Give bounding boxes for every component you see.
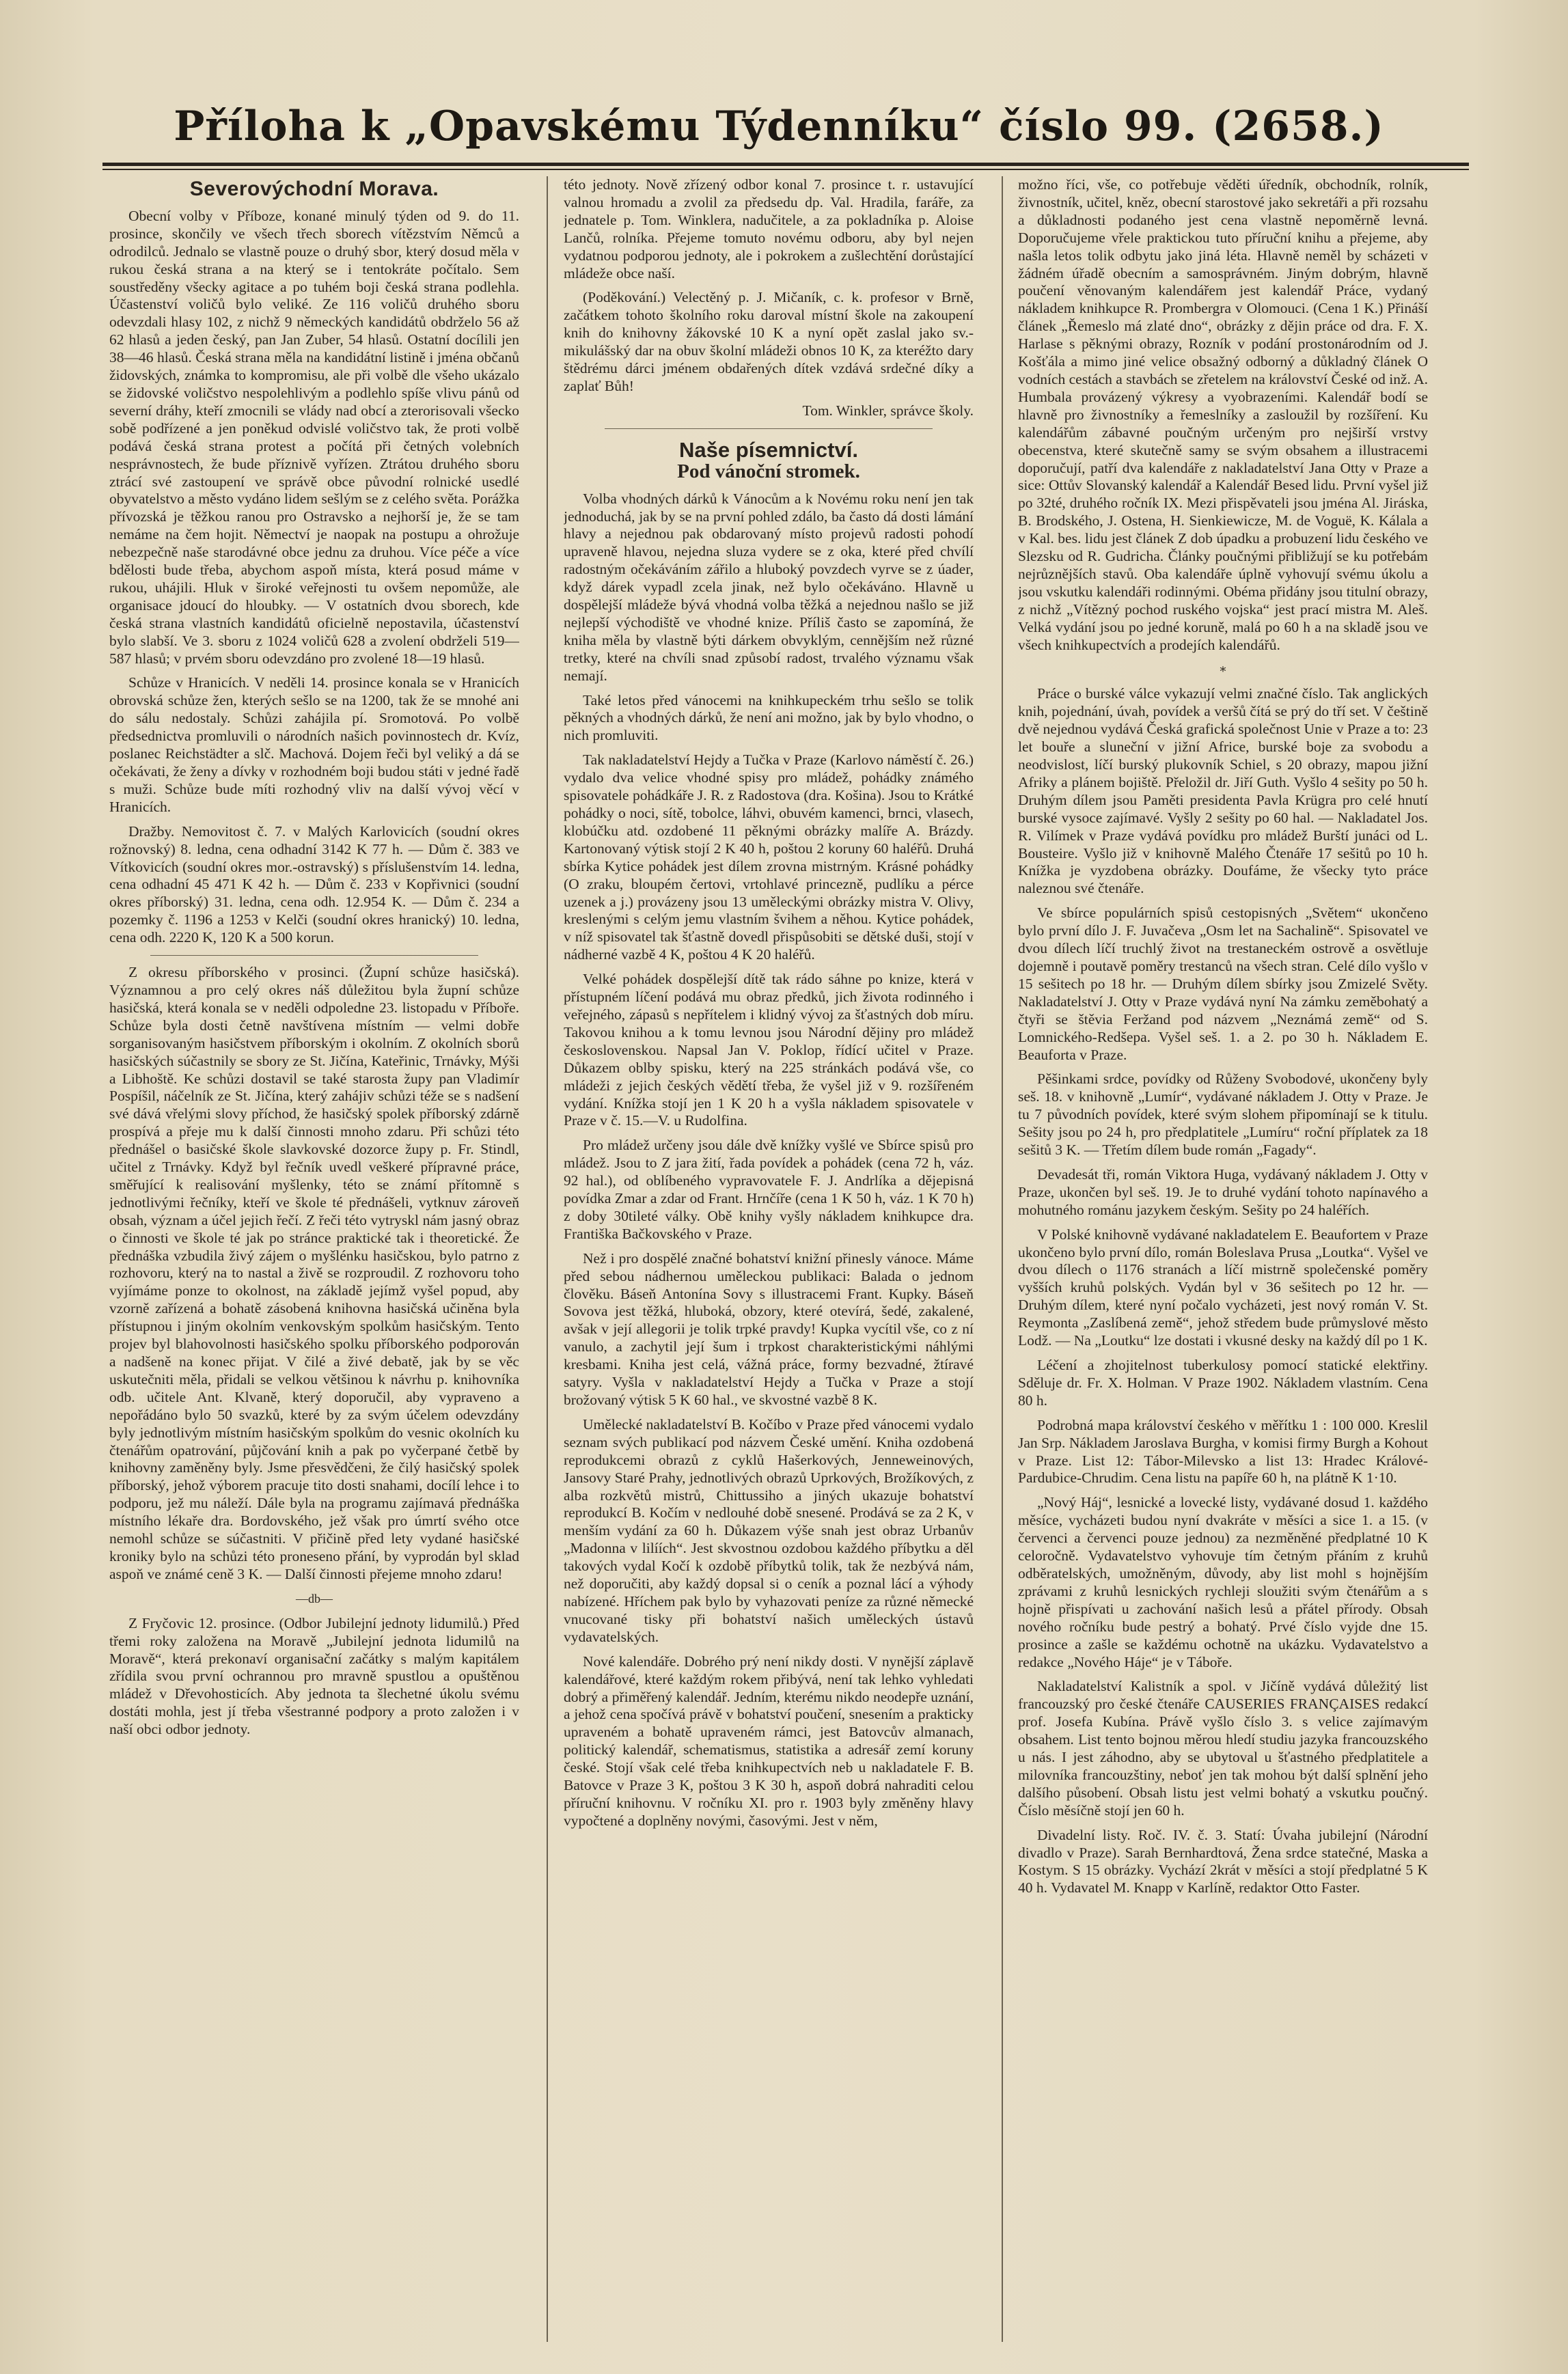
article-paragraph: Devadesát tři, román Viktora Huga, vydávaný nákladem J. Otty v Praze, ukončen byl seš. 19. Je to druhé vydání tohoto napínavého a mohutného románu jazykem českým. Sešity po 24 haléřích. [1018,1165,1428,1218]
article-paragraph: možno říci, vše, co potřebuje věděti úředník, obchodník, rolník, živnostník, učitel, kněz, obecní starostové jako sekretáři a při rozsahu a důkladnosti podaného jest cena vlastně nepoměrně levná. Doporučujeme vřele praktickou tuto příruční knihu a přejeme, aby našla letos tolik odbytu jako jiná léta. Hlavně neměl by scházeti v žádném úřadě obecním a samosprávném. Jiným dobrým, hlavně poučení věnovaným kalendářem jest kalendář Práce, vydaný nákladem knihkupce R. Prombergra v Olomouci. (Cena 1 K.) Přináší článek „Řemeslo má zlaté dno“, obrázky z dějin práce od dra. F. X. Harlase s pěknými obrazy, Rozník v podání prostonárodním od J. Košťála a mimo jiné velice obsažný odborný a důkladný článek O vodních cestách a stavbách se zřetelem na království České od inž. A. Humbala provázený výkresy a vyobrazeními. Kalendář bodí se hlavně pro živnostníky a řemeslníky a zasloužil by rozšíření. Ku kalendářům zábavné poučným určeným pro nejširší vrstvy obecenstva, které skutečně samy se svým obsahem a illustracemi doporučují, patří dva kalendáře z nakladatelství Jana Otty v Praze a sice: Ottův Slovanský kalendář a Kalendář Besed lidu. První vyšel již po 32té, druhého ročník IX. Mezi přispěvateli jsou jména Al. Jiráska, B. Brodského, J. Ostena, H. Sienkiewicze, M. de Voguë, K. Kálala a v Kal. bes. lidu jest článek Z dob úpadku a probuzení lidu českého ve Slezsku od R. Gudricha. Články poučnými přibližují se ku potřebám nejrůznějších stavů. Oba kalendáře úplně vyhovují svému úkolu a jsou vskutku kalendáři rodinnými. Obéma přidány jsou titulní obrazy, z nichž „Vítězný pochod ruského vojska“ jest prací mistra M. Aleš. Velká vydání jsou po jedné koruně, malá po 60 h a na skladě jsou ve všech knihkupectvích a prodejích kalendářů. [1018,176,1428,653]
article-paragraph: Práce o burské válce vykazují velmi značné číslo. Tak anglických knih, pojednání, úvah, povídek a veršů čítá se prý do tří set. V češtině dvě nejednou vydává Česká grafická společnost Unie v Praze a to: 23 let bouře a sluneční v jižní Africe, burské boje za svobodu a neodvislost, líčí burský plukovník Schiel, s 20 obrazy, mapou jižní Afriky a plánem bojiště. Přeložil dr. Jiří Guth. Vyšlo 4 sešity po 50 h. Druhým dílem jsou Paměti presidenta Pavla Krügra pro celé hnutí burské vysoce zajímavé. Vyšly 2 sešity po 60 hal. — Nakladatel Jos. R. Vilímek v Praze vydává povídku pro mládež Burští junáci od L. Bousteire. Vyšlo již v knihovně Malého Čtenáře 17 sešitů po 10 h. Knížka je vyzdobena obrázky. Doufáme, že všecky tyto práce naleznou své čtenáře. [1018,685,1428,897]
section-heading: Naše písemnictví. [679,437,858,462]
article-paragraph: Z Fryčovic 12. prosince. (Odbor Jubilejní jednoty lidumilů.) Před třemi roky založena na Moravě „Jubilejní jednota lidumilů na Moravě“, která prekonaví organisační začátky s malým kapitálem zřídila svou první ochrannou pro mravně spustlou a opuštěnou mládež v Dřevohosticích. Aby jednota ta šlechetné úkolu svému dostáti mohla, jest jí třeba všestranné podpory a proto založen i v naší obci odbor jednoty. [109,1614,519,1738]
masthead-rule [102,163,1469,166]
article-paragraph: Než i pro dospělé značné bohatství knižní přinesly vánoce. Máme před sebou nádhernou uměleckou publikaci: Balada o jednom člověku. Báseň Antonína Sovy s illustracemi Frant. Kupky. Báseň Sovova jest těžká, hluboká, obzory, které otevírá, šedé, zakalené, avšak v její allegorii je tolik trpké pravdy! Kupka vycítil vše, co z ní vanulo, a zachytil její šum i trpkost charakteristickými náhlými kresbami. Kniha jest celá, vážná práce, formy bezvadné, žtíravé satyry. Vyšla v nakladatelství Hejdy a Tučka v Praze a stojí brožovaný výtisk 5 K 60 hal., ve skvostné vazbě 8 K. [564,1250,974,1408]
article-paragraph: Divadelní listy. Roč. IV. č. 3. Statí: Úvaha jubilejní (Národní divadlo v Praze). Sarah Bernhardtová, Žena srdce statečné, Maska a Kostym. S 15 obrázky. Vychází 2krát v měsíci a stojí předplatné 5 K 40 h. Vydavatel M. Knapp v Karlíně, redaktor Otto Faster. [1018,1826,1428,1896]
article-paragraph: Podrobná mapa království českého v měřítku 1 : 100 000. Kreslil Jan Srp. Nákladem Jaroslava Burgha, v komisi firmy Burgh a Kohout v Praze. List 12: Tábor-Milevsko a list 13: Hradec Králové-Pardubice-Chrudim. Cena listu na papíře 60 h, na plátně K 1·10. [1018,1416,1428,1487]
column-divider [547,176,548,2342]
region-heading: Severovýchodní Morava. [189,178,439,200]
column-middle [564,176,974,2349]
masthead-rule-thin [102,169,1469,170]
article-paragraph: Velké pohádek dospělejší dítě tak rádo sáhne po knize, která v přístupném líčení podává mu obraz předků, jich života rodinného i veřejného, zápasů s nepřítelem i klidný vývoj za šťastných dob míru. Takovou knihou a k tomu levnou jsou Národní dějiny pro mládež československou. Napsal Jan V. Poklop, řídící učitel v Praze. Důkazem oblby spisku, který na 225 stránkách podává vše, co mládeži z jejich českých vědětí třeba, že vyšel již v 9. rozšířeném vydání. Knížka stojí jen 1 K 20 h a vyšla nákladem spisovatele v Praze v č. 15.—V. u Rudolfina. [564,971,974,1129]
article-paragraph: Dražby. Nemovitost č. 7. v Malých Karlovicích (soudní okres rožnovský) 8. ledna, cena odhadní 3142 K 77 h. — Dům č. 383 ve Vítkovicích (soudní okres mor.-ostravský) s příslušenstvím 14. ledna, cena odhadní 45 471 K 42 h. — Dům č. 233 v Kopřivnici (soudní okres příborský) 31. ledna, cena odh. 12.954 K. — Dům č. 234 a pozemky č. 1196 a 1253 v Kelči (soudní okres hranický) 10. ledna, cena odh. 2220 K, 120 K a 500 korun. [109,823,519,946]
column-right [1018,176,1428,2349]
signature: —db— [296,1591,333,1605]
article-paragraph: Schůze v Hranicích. V neděli 14. prosince konala se v Hranicích obrovská schůze žen, kterých sešlo se na 1200, tak že se mnohé ani do sálu nedostaly. Schůzi zahájila pí. Sromotová. Po volbě předsednictva promluvili o národních našich povinnostech dr. Kvíz, poslanec Reichstädter a slč. Machová. Dojem řeči byl veliký a dá se očekávati, že ženy a dívky v rozhodném boji budou státi v jedné řadě s muži. Schůze bude míti rozhodný vliv na další vývoj věcí v Hranicích. [109,674,519,815]
section-subheading: Pod vánoční stromek. [677,460,860,482]
article-paragraph: Z okresu příborského v prosinci. (Župní schůze hasičská). Významnou a pro celý okres náš důležitou byla župní schůze hasičská, která konala se v neděli odpoledne 23. listopadu v Příboře. Schůze byla dosti četně navštívena místním — velmi dobře sorganisovaným hasičstvem příborským i okolním. Z okolních sborů hasičských súčastnily se sbory ze St. Jičína, Kateřinic, Trnávky, Mýši a Libhoště. Ke schůzi dostavil se také starosta župy pan Vladimír Pospíšil, náčelník ze St. Jičína, který zahájiv schůzi téže se s nadšení své dává vřelými slovy příchod, že hasičský spolek příborský zdárně prospívá a přeje mu k další činnosti mnoho zdaru. Při schůzi této přednášel o basičské škole slavkovské dozorce župy p. Fr. Stindl, učitel z Trnávky. Když byl řečník uvedl veškeré přípravné práce, směřující k realisování myšlenky, této se známí přítomně s jednotlivými řečníky, kteří ve škole té přednášeli, vytknuv zároveň obsah, význam a účel jejich řečí. Z řeči této vytryskl nám jasný obraz o činnosti ve škole té jak po stránce praktické tak i theoretické. Že přednáška vzbudila živý zájem o myšlénku hasičskou, bylo patrno z rozhovoru, který na to nastal a živě se rozproudil. Z rozhovoru toho vyjímáme ponze to okolnost, na základě jejímž vyšel popud, aby vzorně zařízená a bohatě zásobená knihovna hasičská učiněna byla přístupnou i jiným okolním venkovským spolkům hasičským. Tento projev byl blahovolnosti hasičského spolku příborského podporován a nadšeně na konec přijat. V čilé a živé debatě, jak by se věc uskutečniti měla, přidali se velkou většinou k návrhu p. knihovníka odb. učitele Ant. Klvaně, který doporučil, aby vypraveno a nepořádáno bylo 50 svazků, které by za svým účelem odevzdány byly jednotlivým místním hasičským spolkům do vesnic okolních ku čtenářům opatrování, půjčování knih a pak po vyčerpané četbě by knihovny zaměněny byly. Jsme přesvědčeni, že čilý hasičský spolek příborský, jehož výborem pracuje tito dosti snahami, docílí lehce i to podporu, jež mu náleží. Dále byla na programu zajímavá přednáška místního lékaře dra. Bordovského, jež však pro úmrtí svého otce nemohl schůze se súčastniti. V přičině před lety vydané hasičské kroniky bylo na schůzi této proneseno přání, by vyprodán byl sklad aspoň ve známé ceně 3 K. — Další činnosti přejeme mnoho zdaru! [109,964,519,1582]
article-paragraph: Obecní volby v Příboze, konané minulý týden od 9. do 11. prosince, skončily ve všech třech sborech vítězstvím Němců a odrodilců. Jednalo se vlastně pouze o druhý sbor, který dosud měla v rukou česká strana a na který se i tentokráte počítalo. Sem soustředěny všecky agitace a po tuhém boji česká strana podlehla. Účastenství voličů bylo veliké. Ze 116 voličů druhého sboru odevzdali hlasy 102, z nichž 9 německých kandidátů obdrželo 56 až 62 hlasů a jeden český, pan Jan Zuber, 54 hlasů. Ostatní docílili jen 38—46 hlasů. Česká strana měla na kandidátní listině i jména občanů židovských, známka to kompromisu, ale při volbě dle všeho ukázalo se židovské voličstvo nespolehlivým a podlehlo spíše vlivu pánů od severní dráhy, kteří zmocnili se vlády nad obcí a zterorisovali všecko sobě podřízené a jen poněkud odvislé voličstvo tak, že proti volbě podává česká strana protest a počítá při četných volebních nesprávnostech, že bude příznivě vyřízen. Ztrátou druhého sboru ztrácí své zastoupení ve správě obce původní rolnické usedlé obyvatelstvo a město vydáno lidem sešlým se z celého světa. Porážka přívozská je těžkou ranou pro Ostravsko a nejhorší je, že se tam nemáme na čem hojit. Němectví je naopak na postupu a ohrožuje nebezpečně naše starodávné obce jednu za druhou. Více péče a více bdělosti bude třeba, abychom aspoň místa, která posud máme v rukou, uhájili. Hluk v široké veřejnosti tu ovšem nepomůže, ale organisace jdoucí do hloubky. — V ostatních dvou sborech, kde česká strana vlastních kandidátů oficielně nepostavila, účastenství bylo slabší. Ve 3. sboru z 1024 voličů 628 a zvolení obdrželi 519—587 hlasů; v prvém sboru odevzdáno pro zvolené 18—19 hlasů. [109,207,519,667]
article-paragraph: této jednoty. Nově zřízený odbor konal 7. prosince t. r. ustavující valnou hromadu a zvolil za předsedu dp. Val. Hradila, faráře, za jednatele p. Tom. Winklera, nadučitele, a za pokladníka p. Aloise Lančů, rolníka. Přejeme tomuto novému odboru, aby byl nejen vydatnou podporou jednoty, ale i pokrokem a zušlechtění dorůstající mládeže obce naší. [564,176,974,281]
article-paragraph: Léčení a zhojitelnost tuberkulosy pomocí statické elektřiny. Sděluje dr. Fr. X. Holman. V Praze 1902. Nákladem vlastním. Cena 80 h. [1018,1357,1428,1409]
divider [605,428,933,429]
article-paragraph: Nové kalendáře. Dobrého prý není nikdy dosti. V nynější záplavě kalendářové, které každým rokem přibývá, není tak lehko vyhledati dobrý a přiměřený kalendář. Jedním, kterému nikdo neodepře uznání, a jehož cena spočívá právě v bohatství poučení, snesením a prakticky upraveném a bohatě upraveném rámci, jest Batovcův almanach, politický kalendář, schematismus, statistika a adresář zemí koruny české. Stojí však celé třeba knihkupectvích neb u nakladatele F. B. Batovce v Praze 3 K, poštou 3 K 30 h, aspoň dobrá nahraditi celou příruční knihovnu. V ročníku XI. pro r. 1903 byly změněny hlavy vypočtené a doplněny novými, časovými. Jest v něm, [564,1653,974,1829]
divider [150,955,478,956]
article-paragraph: Tak nakladatelství Hejdy a Tučka v Praze (Karlovo náměstí č. 26.) vydalo dva velice vhodné spisy pro mládež, pohádky známého spisovatele pohádkáře J. R. z Radostova (dra. Košina). Jsou to Krátké pohádky o noci, sítě, tobolce, láhvi, obuvém kamenci, brnci, vlasech, klobúčku atd. ozdobené 11 pěknými obrázky malíře A. Brázdy. Kartonovaný výtisk stojí 2 K 40 h, poštou 2 koruny 60 haléřů. Druhá sbírka Kytice pohádek jest dílem zrovna mistrným. Krásné pohádky (O zraku, bloupém čertovi, vrtohlavé princezně, pudlíku a pérce uzenek a j.) provázeny jsou 13 uměleckými obrázky mistra V. Olivy, kreslenými s celým jemu vlastním švihem a něhou. Kytice pohádek, v níž spisovatel tak šťastně dovedl přispůsobiti se dětské duši, stojí v nádherné vazbě 4 K, poštou 4 K 20 haléřů. [564,751,974,963]
article-paragraph: V Polské knihovně vydávané nakladatelem E. Beaufortem v Praze ukončeno bylo první dílo, román Boleslava Prusa „Loutka“. Vyšel ve dvou dílech o 1176 stranách a líčí mistrně společenské poměry vyšších kruhů polských. Vydán byl v 36 sešitech po 12 hr. — Druhým dílem, které nyní počalo vycházeti, jest nový román V. St. Reymonta „Zaslíbená země“, jehož středem bude průmyslové město Lodž. — Na „Loutku“ lze dostati i vkusné desky na každý díl po 1 K. [1018,1226,1428,1349]
article-paragraph: Také letos před vánocemi na knihkupeckém trhu sešlo se tolik pěkných a vhodných dárků, že není ani možno, jak by bylo vhodno, o nich promluviti. [564,691,974,744]
column-left [109,176,519,2349]
article-paragraph: „Nový Háj“, lesnické a lovecké listy, vydávané dosud 1. každého měsíce, vycházeti budou nyní dvakráte v měsíci a sice 1. a 15. (v červenci a červenci pouze jednou) za nezměněné předplatné 10 K celoročně. Vydavatelstvo vyhovuje tím četným přáním z kruhů odběratelských, umožněným, důvody, aby list mohl s hojnějším zprávami z kruhů lesnických rychleji sloužiti svým čtenářům a s hojně přispívati u zachování našich lesů a přátel přírody. Obsah nového ročníku bude pestrý a bohatý. Prvé číslo vyjde dne 15. prosince a zašle se každému ochotně na ukázku. Vydavatelstvo a redakce „Nového Háje“ je v Táboře. [1018,1494,1428,1670]
article-paragraph: Nakladatelství Kalistník a spol. v Jičíně vydává důležitý list francouzský pro české čtenáře CAUSERIES FRANÇAISES redakcí prof. Josefa Kubína. Právě vyšlo číslo 3. s velice zajímavým obsahem. List tento bojnou měrou hledí studiu jazyka francouzského u nás. I jest záhodno, aby se ubytoval u šťastného předplatitele a milovníka francouzštiny, neboť jen tak mohou být další splnění jeho dalšího působení. Obsah listu jest velmi bohatý a vskutku poučný. Číslo měsíčně stojí jen 60 h. [1018,1678,1428,1819]
separator-mark: ∗ [1218,662,1228,676]
article-paragraph: (Poděkování.) Velectěný p. J. Mičaník, c. k. profesor v Brně, začátkem tohoto školního roku daroval místní škole na zakoupení knih do knihovny žákovské 10 K a nyní opět zaslal jako sv.-mikulášský dar na obuv školní mládeži obnos 10 K, za kteréžto dary štědrému dárci jménem obdařených dítek vzdává srdečné díky a zaplať Bůh! [564,289,974,394]
article-paragraph: Volba vhodných dárků k Vánocům a k Novému roku není jen tak jednoduchá, jak by se na první pohled zdálo, ba často dá dosti lámání hlavy a nejednou pak obdarovaný místo projevů radosti pohodí upraveně hlavou, nejedna sluza vydere se z oka, které před chvílí radostným očekáváním zářilo a hluboký povzdech vyrve se z úader, když dárek vypadl zcela jinak, než bylo očekáváno. Hlavně u dospělejší mládeže bývá vhodná volba těžká a nejednou našlo se již nejlepší východiště ve vhodné knize. Příliš často se zapomíná, že kniha měla by vlastně býti dárkem obvyklým, cennějším než různé tretky, které na chvíli snad způsobí radost, trvalého významu však nemají. [564,490,974,684]
article-paragraph: Ve sbírce populárních spisů cestopisných „Světem“ ukončeno bylo první dílo J. F. Juvačeva „Osm let na Sachalině“. Spisovatel ve dvou dílech líčí truchlý život na trestaneckém ostrově a osvětluje dojemně i poutavě poměry trestanců na všech stran. Celé dílo vyšlo v 15 sešitech po 18 hr. — Druhým dílem sbírky jsou Zmizelé Světy. Nakladatelství J. Otty v Praze vydává nyní Na zámku zeměbohatý a čtyři se štěvia Feržand pod názvem „Neznámá země“ od S. Lomnického-Redšepa. Vyšel seš. 1. a 2. po 30 h. Nákladem E. Beauforta v Praze. [1018,905,1428,1063]
article-paragraph: Umělecké nakladatelství B. Kočíbo v Praze před vánocemi vydalo seznam svých publikací pod názvem České umění. Kniha ozdobená reprodukcemi obrazů z cyklů Hašerkových, Jenneweinových, Jansovy Staré Prahy, jednotlivých obrazů Uprkových, Brožíkových, z alba rozkvětů mistrů, Chittussiho a jiných ukazuje bohatství reprodukcí B. Kočím v nedlouhé době snesené. Prodává se za 2 K, v menším vydání za 60 h. Důkazem výše snah jest obraz Urbanův „Madonna v lilíích“. Jest skvostnou ozdobou každého příbytku a děl takových vydal Kočí k ozdobě příbytků tolik, tak že nezbývá nám, než doporučiti, aby každý dopsal si o ceník a poznal lácí a výhody nabízené. Hříchem pak bylo by vyhazovati peníze za různé německé vnucované tisky při bohatství našich uměleckých ústavů vydavatelských. [564,1416,974,1645]
article-paragraph: Pěšinkami srdce, povídky od Růženy Svobodové, ukončeny byly seš. 18. v knihovně „Lumír“, vydávané nákladem J. Otty v Praze. Je tu 7 původních povídek, které svým slohem připomínají se k titulu. Sešity jsou po 24 h, pro předplatitele „Lumíru“ roční příplatek za 18 sešitů 3 K. — Třetím dílem bude román „Fagady“. [1018,1071,1428,1159]
masthead-title: Příloha k „Opavskému Týdenníku“ číslo 99. (2658.) [174,102,1384,150]
column-divider [1002,176,1003,2342]
article-paragraph: Pro mládež určeny jsou dále dvě knížky vyšlé ve Sbírce spisů pro mládež. Jsou to Z jara žití, řada povídek a pohádek (cena 72 h, váz. 92 hal.), od oblíbeného vypravovatele F. J. Andrlíka a dějepisná povídka Zmar a zdar od Frant. Hrnčíře (cena 1 K 50 h, váz. 1 K 70 h) z doby 30tileté války. Obě knihy vyšly nákladem knihkupce dra. Františka Bačkovského v Praze. [564,1137,974,1242]
signature: Tom. Winkler, správce školy. [802,402,974,419]
